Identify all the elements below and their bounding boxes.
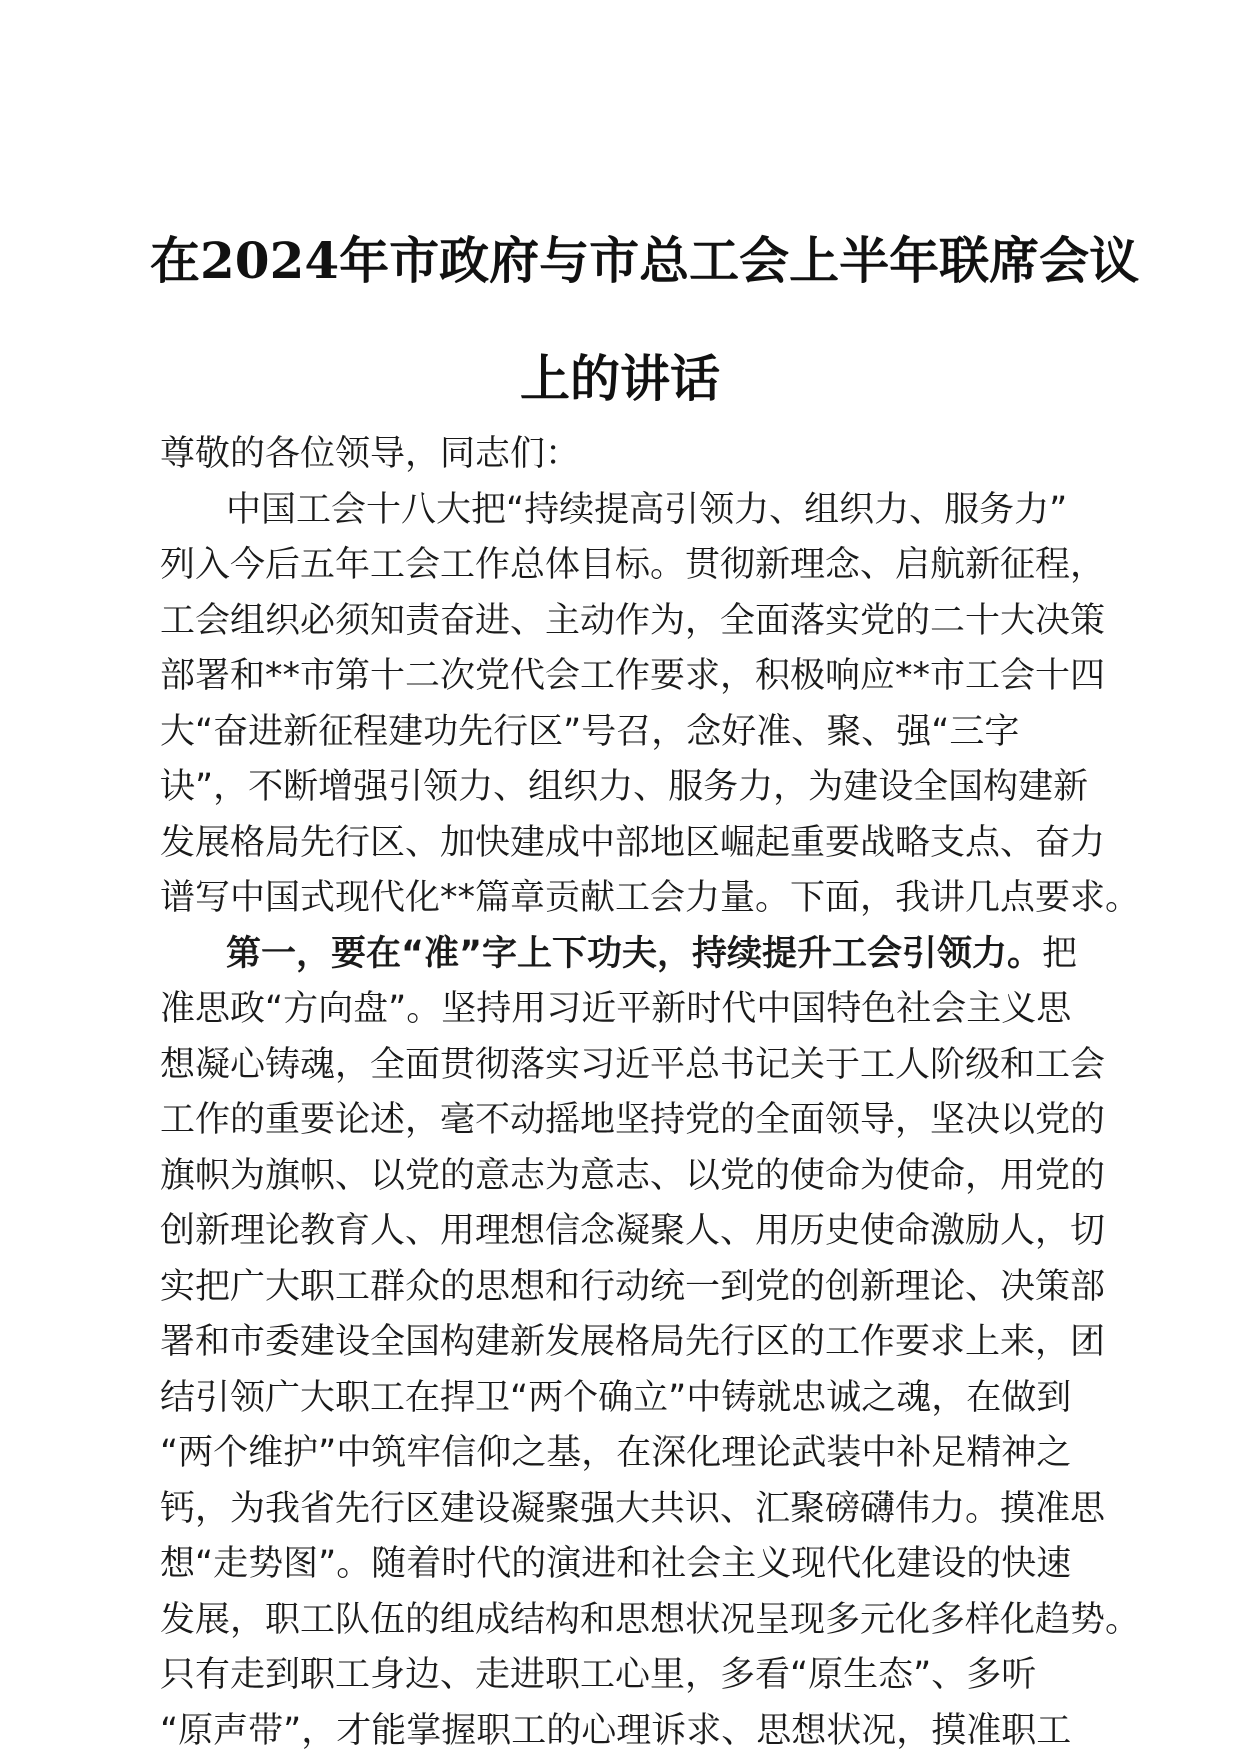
body-line: “原声带”，才能掌握职工的心理诉求、思想状况，摸准职工 (160, 1710, 1072, 1751)
intro-line: 诀”，不断增强引领力、组织力、服务力，为建设全国构建新 (160, 767, 1089, 807)
intro-line: 大“奋进新征程建功先行区”号召，念好准、聚、强“三字 (160, 711, 1020, 752)
section-1-heading-tail: 把 (1042, 933, 1078, 974)
intro-line: 部署和**市第十二次党代会工作要求，积极响应**市工会十四 (160, 656, 1106, 696)
intro-line: 中国工会十八大把“持续提高引领力、组织力、服务力” (226, 489, 1068, 530)
salutation: 尊敬的各位领导，同志们： (160, 434, 581, 474)
body-line: 想凝心铸魂，全面贯彻落实习近平总书记关于工人阶级和工会 (160, 1044, 1106, 1085)
body-line: 工作的重要论述，毫不动摇地坚持党的全面领导，坚决以党的 (160, 1100, 1106, 1140)
body-line: “两个维护”中筑牢信仰之基，在深化理论武装中补足精神之 (160, 1433, 1072, 1473)
body-line: 实把广大职工群众的思想和行动统一到党的创新理论、决策部 (160, 1266, 1106, 1307)
section-1-heading: 第一，要在“准”字上下功夫，持续提升工会引领力。 (226, 933, 1043, 974)
intro-line: 发展格局先行区、加快建成中部地区崛起重要战略支点、奋力 (160, 822, 1106, 863)
section-1-first-line (226, 931, 1080, 977)
body-line: 旗帜为旗帜、以党的意志为意志、以党的使命为使命，用党的 (160, 1155, 1106, 1196)
intro-line: 工会组织必须知责奋进、主动作为，全面落实党的二十大决策 (160, 600, 1106, 641)
body-line: 创新理论教育人、用理想信念凝聚人、用历史使命激励人，切 (160, 1211, 1106, 1251)
intro-line: 列入今后五年工会工作总体目标。贯彻新理念、启航新征程， (160, 545, 1106, 585)
document-title-line-1: 在2024年市政府与市总工会上半年联席会议 (150, 231, 1140, 290)
body-line: 发展，职工队伍的组成结构和思想状况呈现多元化多样化趋势。 (160, 1599, 1141, 1640)
body-line: 准思政“方向盘”。坚持用习近平新时代中国特色社会主义思 (160, 989, 1072, 1029)
body-line: 钙，为我省先行区建设凝聚强大共识、汇聚磅礴伟力。摸准思 (160, 1488, 1106, 1529)
body-line: 署和市委建设全国构建新发展格局先行区的工作要求上来，团 (160, 1322, 1106, 1362)
document-title-line-2: 上的讲话 (520, 349, 720, 408)
body-line: 只有走到职工身边、走进职工心里，多看“原生态”、多听 (160, 1655, 1037, 1695)
intro-line: 谱写中国式现代化**篇章贡献工会力量。下面，我讲几点要求。 (160, 878, 1141, 918)
body-line: 想“走势图”。随着时代的演进和社会主义现代化建设的快速 (160, 1544, 1072, 1584)
body-line: 结引领广大职工在捍卫“两个确立”中铸就忠诚之魂，在做到 (160, 1377, 1072, 1418)
